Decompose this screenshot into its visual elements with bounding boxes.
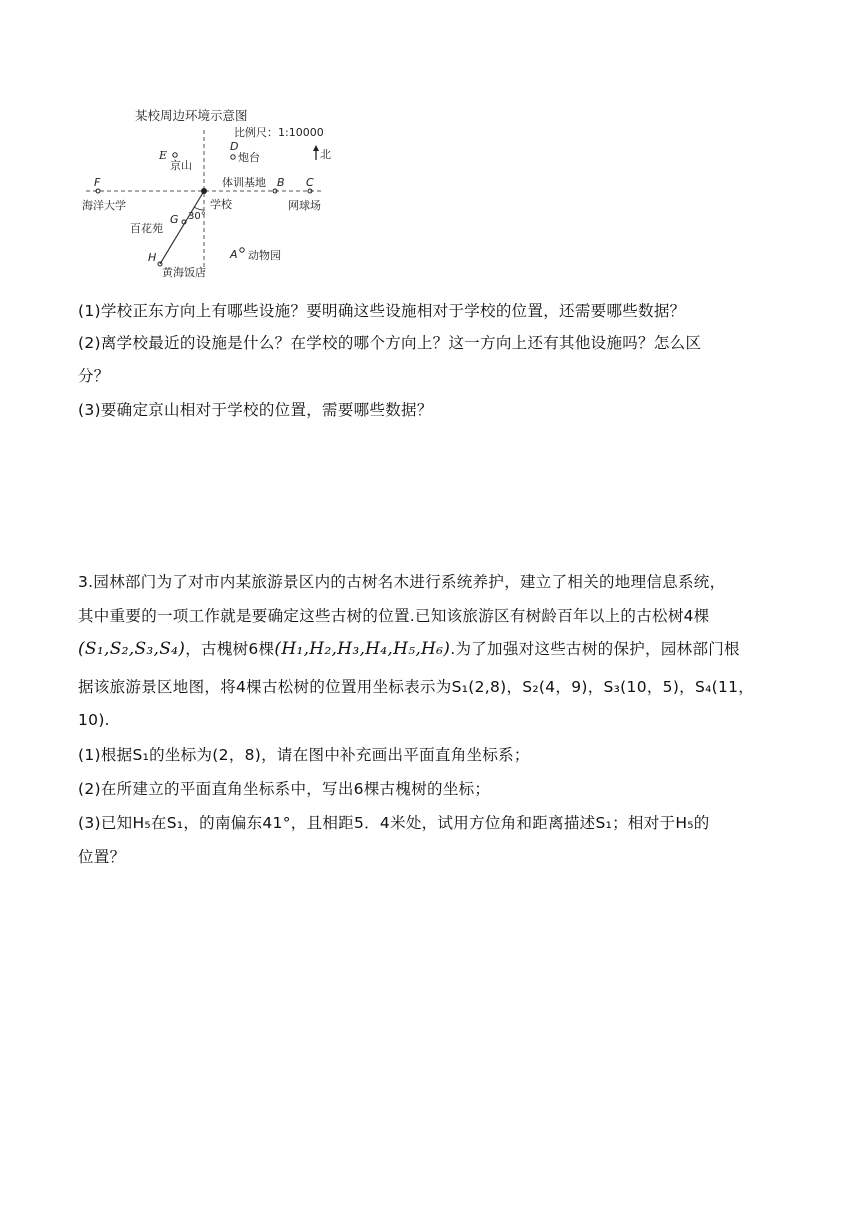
q3-stem-line3-end: .为了加强对这些古树的保护，园林部门根: [450, 640, 740, 658]
point-h-name: 黄海饭店: [162, 266, 206, 279]
point-d-letter: D: [230, 140, 239, 153]
point-g-name: 百花苑: [130, 222, 163, 235]
q3-part3-line2: 位置？: [78, 848, 126, 866]
north-label: 北: [320, 148, 331, 161]
point-d-marker: [231, 155, 235, 159]
q3-stem-line5: 10).: [78, 711, 110, 729]
locust-tree-set: (H₁,H₂,H₃,H₄,H₅,H₆): [274, 639, 451, 659]
point-e-marker: [173, 153, 177, 157]
q2-part2-line1: (2)离学校最近的设施是什么？在学校的哪个方向上？这一方向上还有其他设施吗？怎么区: [78, 334, 702, 352]
point-g-letter: G: [170, 213, 179, 226]
q3-stem-line2: 其中重要的一项工作就是要确定这些古树的位置.已知该旅游区有树龄百年以上的古松树4棵: [78, 607, 710, 625]
point-c-letter: C: [306, 176, 314, 189]
point-e-letter: E: [159, 149, 168, 162]
point-c-name: 网球场: [288, 199, 321, 212]
map-scale: 比例尺：1:10000: [234, 126, 324, 139]
point-b-name: 体训基地: [222, 176, 266, 189]
point-h-letter: H: [148, 251, 157, 264]
school-map-figure: [78, 100, 348, 280]
q2-part1: (1)学校正东方向上有哪些设施？要明确这些设施相对于学校的位置，还需要哪些数据？: [78, 302, 686, 320]
point-d-name: 炮台: [238, 151, 260, 164]
q3-part1: (1)根据S₁的坐标为(2，8)，请在图中补充画出平面直角坐标系；: [78, 746, 530, 764]
point-a-name: 动物园: [248, 249, 281, 262]
q3-part2: (2)在所建立的平面直角坐标系中，写出6棵古槐树的坐标；: [78, 780, 491, 798]
angle-label: 30°: [188, 211, 206, 222]
north-arrow-icon: [313, 145, 319, 160]
school-label: 学校: [210, 198, 232, 211]
q3-stem-line4: 据该旅游景区地图，将4棵古松树的位置用坐标表示为S₁(2,8)，S₂(4，9)，S₃(10，5)，S₄(11，: [78, 678, 755, 696]
map-title: 某校周边环境示意图: [135, 108, 248, 123]
q3-part3-line1: (3)已知H₅在S₁，的南偏东41°，且相距5．4米处，试用方位角和距离描述S₁；相对于H₅的: [78, 814, 710, 832]
point-b-letter: B: [277, 176, 285, 189]
map-diagonal-line: [160, 191, 204, 264]
q3-stem-line3-mid: ，古槐树6棵: [185, 640, 275, 658]
q3-stem-line3: [78, 639, 740, 659]
point-f-letter: F: [94, 176, 101, 189]
point-a-marker: [240, 248, 244, 252]
q3-stem-line1: 3.园林部门为了对市内某旅游景区内的古树名木进行系统养护，建立了相关的地理信息系统，: [78, 573, 726, 591]
point-a-letter: A: [230, 248, 238, 261]
point-f-name: 海洋大学: [82, 199, 126, 212]
pine-tree-set: (S₁,S₂,S₃,S₄): [78, 639, 186, 659]
school-point: [201, 188, 207, 194]
q2-part2-line2: 分？: [78, 367, 110, 385]
q2-part3: (3)要确定京山相对于学校的位置，需要哪些数据？: [78, 401, 433, 419]
point-e-name: 京山: [170, 159, 192, 172]
